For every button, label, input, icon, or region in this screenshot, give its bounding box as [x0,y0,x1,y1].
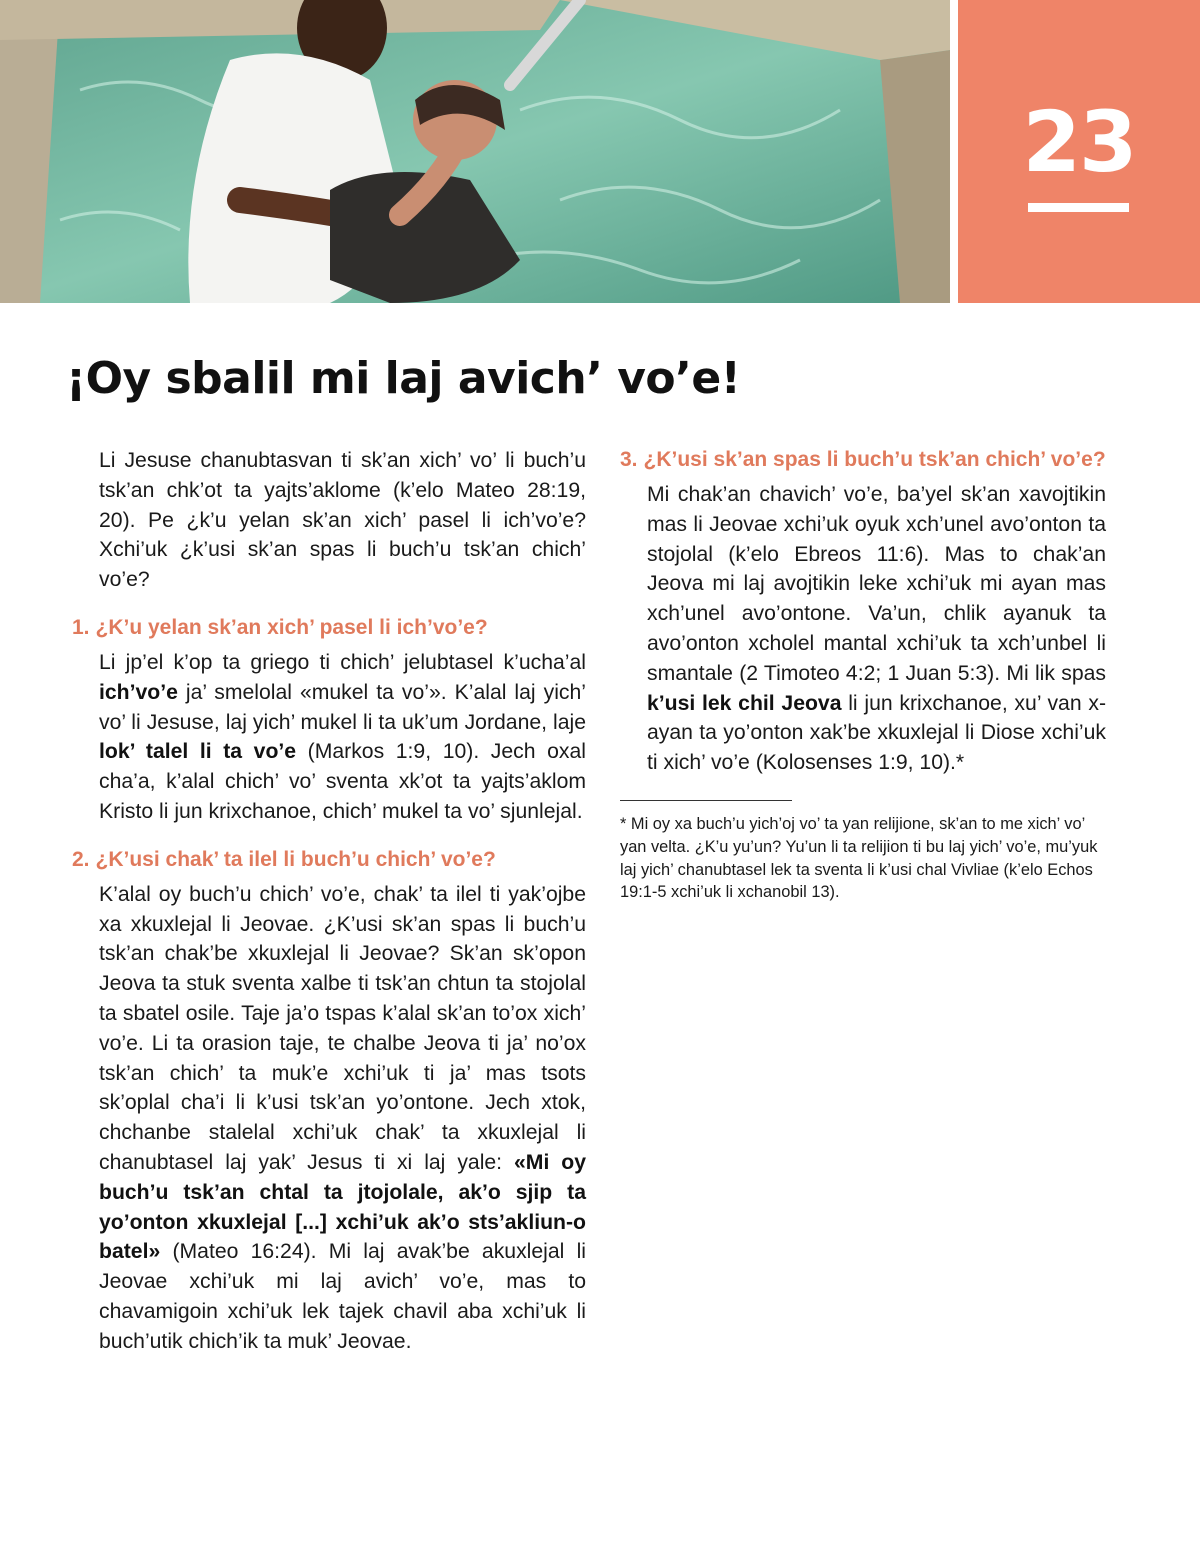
answer-emphasis: lok’ talel li ta vo’e [99,740,297,764]
footnote-divider [620,800,792,801]
question-3 [620,446,1106,474]
intro-paragraph: Li Jesuse chanubtasvan ti sk’an xich’ vo’ li buch’u tsk’an chk’ot ta yajts’aklome (k’elo Mateo 28:19, 20). Pe ¿k’u yelan sk’an xich’ pasel li ich’vo’e? Xchi’uk ¿k’usi sk’an spas li buch’u tsk’an chich’ vo’e? [99,449,586,592]
right-column [620,446,1106,904]
answer-text: ja’ smelolal «mukel ta vo’». K’alal laj yich’ vo’ li Jesuse, laj yich’ mukel li ta uk’um Jordane, laje [99,680,586,734]
question-number: 3. [620,448,638,471]
baptism-photo-illustration [0,0,950,303]
answer-text: Li jp’el k’op ta griego ti chich’ jelubtasel k’ucha’al [99,650,586,674]
chapter-number: 23 [1022,93,1136,191]
answer-emphasis: ich’vo’e [99,680,178,704]
answer-emphasis: «Mi oy buch’u tsk’an chtal ta jtojolale, ak’o sjip ta yo’onton xkuxlejal [...] xchi’uk ak’o sts’akliun-o batel» [99,1150,586,1264]
left-column [72,446,586,1357]
answer-text: Mi chak’an chavich’ vo’e, ba’yel sk’an xavojtikin mas li Jeovae xchi’uk oyuk xch’unel avo’onton ta stojolal (k’elo Ebreos 11:6). Mas to chak’an Jeova mi laj avojtikin leke xchi’uk mi ayan mas xch’unel avo’ontone. Va’un, chlik ayanuk ta avo’onton xcholel mantal xchi’uk ta xch’unbel li smantale (2 Timoteo 4:2; 1 Juan 5:3). Mi lik spas [647,483,1106,685]
question-text: ¿K’u yelan sk’an xich’ pasel li ich’vo’e? [95,615,488,639]
answer-text: K’alal oy buch’u chich’ vo’e, chak’ ta ilel ti yak’ojbe xa xkuxlejal li Jeovae. ¿K’usi sk’an spas li buch’u tsk’an chak’be xkuxlejal li Jeovae? Sk’an sk’opon Jeova ta stuk sventa xalbe ti tsk’an chtun ta stojolal ta sbatel osile. Taje ja’o tspas k’alal sk’an to’ox xich’ vo’e. Li ta orasion taje, te chalbe Jeova ti ja’ no’ox tsk’an chich’ ta muk’e xchi’uk ti ja’ mas tsots sk’oplal cha’i li k’usi tsk’an yo’ontone. Jech xtok, chchanbe stalelal xchi’uk chak’ ta xkuxlejal li chanubtasel laj yak’ Jesus ti xi laj yale: [99,882,586,1174]
answer-3 [620,480,1106,778]
question-number: 2. [72,847,90,871]
answer-text: (Mateo 16:24). Mi laj avak’be akuxlejal li Jeovae xchi’uk mi laj avich’ vo’e, mas to chavamigoin xchi’uk lek tajek chavil aba xchi’uk li buch’utik chich’ik ta muk’ Jeovae. [99,1240,586,1353]
question-text: ¿K’usi sk’an spas li buch’u tsk’an chich’ vo’e? [643,448,1106,471]
footnote: * Mi oy xa buch’u yich’oj vo’ ta yan relijione, sk’an to me xich’ vo’ yan velta. ¿K’u yu’un? Yu’un li ta relijion ti bu laj yich’ vo’e, mu’yuk laj yich’ chanubtasel lek ta sventa li k’usi chal Vivliae (k’elo Echos 19:1-5 xchi’uk li xchanobil 13). [620,814,1098,902]
question-2 [72,846,586,874]
page-title: ¡Oy sbalil mi laj avich’ vo’e! [66,353,741,404]
question-text: ¿K’usi chak’ ta ilel li buch’u chich’ vo’e? [95,847,496,871]
answer-emphasis: k’usi lek chil Jeova [647,691,842,715]
answer-2 [72,880,586,1357]
answer-1 [72,648,586,827]
chapter-badge [958,0,1200,303]
chapter-rule [1028,203,1129,212]
answer-text: li jun krixchanoe, xu’ van x-ayan ta yo’onton xak’be xkuxlejal li Diose xchi’uk ti xich’ vo’e (Kolosenses 1:9, 10).* [647,691,1106,775]
header-photo [0,0,950,303]
question-1 [72,614,586,642]
answer-text: (Markos 1:9, 10). Jech oxal cha’a, k’alal chich’ vo’ sventa xk’ot ta yajts’aklom Kristo li jun krixchanoe, chich’ mukel ta vo’ sjunlejal. [99,740,586,823]
question-number: 1. [72,615,90,639]
